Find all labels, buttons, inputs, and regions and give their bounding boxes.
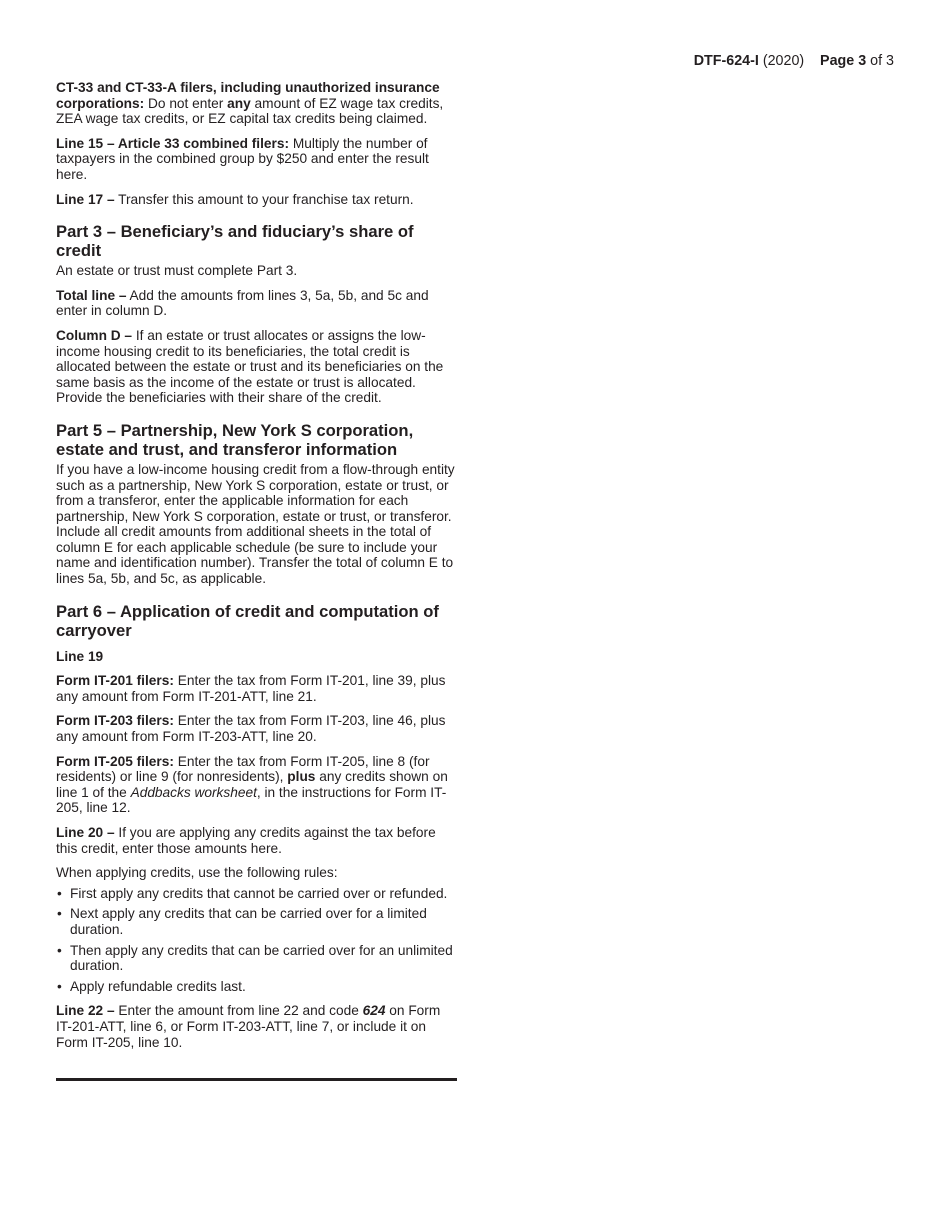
column-d-text: If an estate or trust allocates or assigns the low-income housing credit to its beneficiaries, the total credit is allocated between the estate or trust and its beneficiaries on the same basis as the income of the estate or trust is allocated. Provide the beneficiaries with their share of the credit. [56,327,444,406]
end-rule [56,1078,457,1081]
rules-intro: When applying credits, use the following rules: [56,865,338,881]
it205-emph: plus [287,769,316,785]
column-d-lead: Column D – [56,327,133,343]
list-item: • Apply refundable credits last. [56,979,460,995]
line20-lead: Line 20 – [56,825,115,840]
line22-code: 624 [362,1003,386,1019]
ct33-paragraph [56,80,460,127]
it203-paragraph [56,713,460,744]
it203-text: Enter the tax from Form IT-203, line 46, plus any amount from Form IT-203-ATT, line 20. [56,713,446,745]
addbacks-worksheet-ref: Addbacks worksheet [130,784,257,800]
ct33-text-2: amount of EZ wage tax credits, ZEA wage tax credits, or EZ capital tax credits being claimed. [56,95,444,127]
total-line-text: Add the amounts from lines 3, 5a, 5b, and 5c and enter in column D. [56,287,429,319]
list-item: • Next apply any credits that can be carried over for a limited duration. [56,906,460,937]
total-line-lead: Total line – [56,287,127,303]
instructions-column [56,80,460,1059]
line22-text-2: on Form IT-201-ATT, line 6, or Form IT-203-ATT, line 7, or include it on Form IT-205, line 10. [56,1003,441,1050]
line15-paragraph [56,136,460,183]
it205-text-1: Enter the tax from Form IT-205, line 8 (for residents) or line 9 (for nonresidents), [56,753,430,785]
it205-text-3: , in the instructions for Form IT-205, line 12. [56,784,447,816]
line17-lead: Line 17 – [56,191,115,207]
line20-text: If you are applying any credits against the tax before this credit, enter those amounts here. [56,825,436,856]
line15-lead: Line 15 – Article 33 combined filers: [56,135,290,151]
line19-label: Line 19 [56,648,104,664]
form-year: (2020) [762,53,805,69]
it203-lead: Form IT-203 filers: [56,713,174,729]
it205-lead: Form IT-205 filers: [56,753,174,769]
list-item: • First apply any credits that cannot be carried over or refunded. [56,886,460,902]
it205-text-2: any credits shown on line 1 of the [56,769,448,800]
part3-intro: An estate or trust must complete Part 3. [56,263,298,279]
it205-paragraph [56,754,460,816]
it201-lead: Form IT-201 filers: [56,673,174,689]
it201-paragraph [56,673,460,704]
line20-paragraph [56,825,460,856]
total-line-paragraph [56,288,460,319]
line22-paragraph [56,1003,460,1050]
page-header [694,53,894,69]
part5-text: If you have a low-income housing credit from a flow-through entity such as a partnership, New York S corporation, estate or trust, or from a transferor, enter the applicable information for each partnership, New York S corporation, estate or trust, or transferor. Include all credit amounts from additional sheets in the total of column E for each applicable schedule (be sure to include your name and identification number). Transfer the total of column E to lines 5a, 5b, and 5c, as applicable. [56,461,455,587]
form-id: DTF-624-I [693,53,759,69]
line22-text-1: Enter the amount from line 22 and code [114,1003,363,1019]
line22-lead: Line 22 – [56,1003,115,1019]
page-label: Page 3 [820,53,867,69]
it201-text: Enter the tax from Form IT-201, line 39, plus any amount from Form IT-201-ATT, line 21. [56,673,446,704]
rules-list [56,886,460,995]
part6-heading: Part 6 – Application of credit and computation of carryover [56,601,439,640]
ct33-emph: any [227,95,251,111]
list-item: • Then apply any credits that can be carried over for an unlimited duration. [56,943,460,974]
part5-heading: Part 5 – Partnership, New York S corporation, estate and trust, and transferor information [56,420,414,459]
page-of: of 3 [870,53,894,69]
column-d-paragraph [56,328,460,406]
line17-paragraph [56,192,460,208]
line15-text: Multiply the number of taxpayers in the combined group by $250 and enter the result here. [56,135,429,182]
ct33-text-1: Do not enter [144,95,228,111]
part3-heading: Part 3 – Beneficiary’s and fiduciary’s share of credit [56,222,414,261]
line17-text: Transfer this amount to your franchise tax return. [114,191,414,207]
ct33-lead: CT-33 and CT-33-A filers, including unauthorized insurance corporations: [56,80,440,111]
